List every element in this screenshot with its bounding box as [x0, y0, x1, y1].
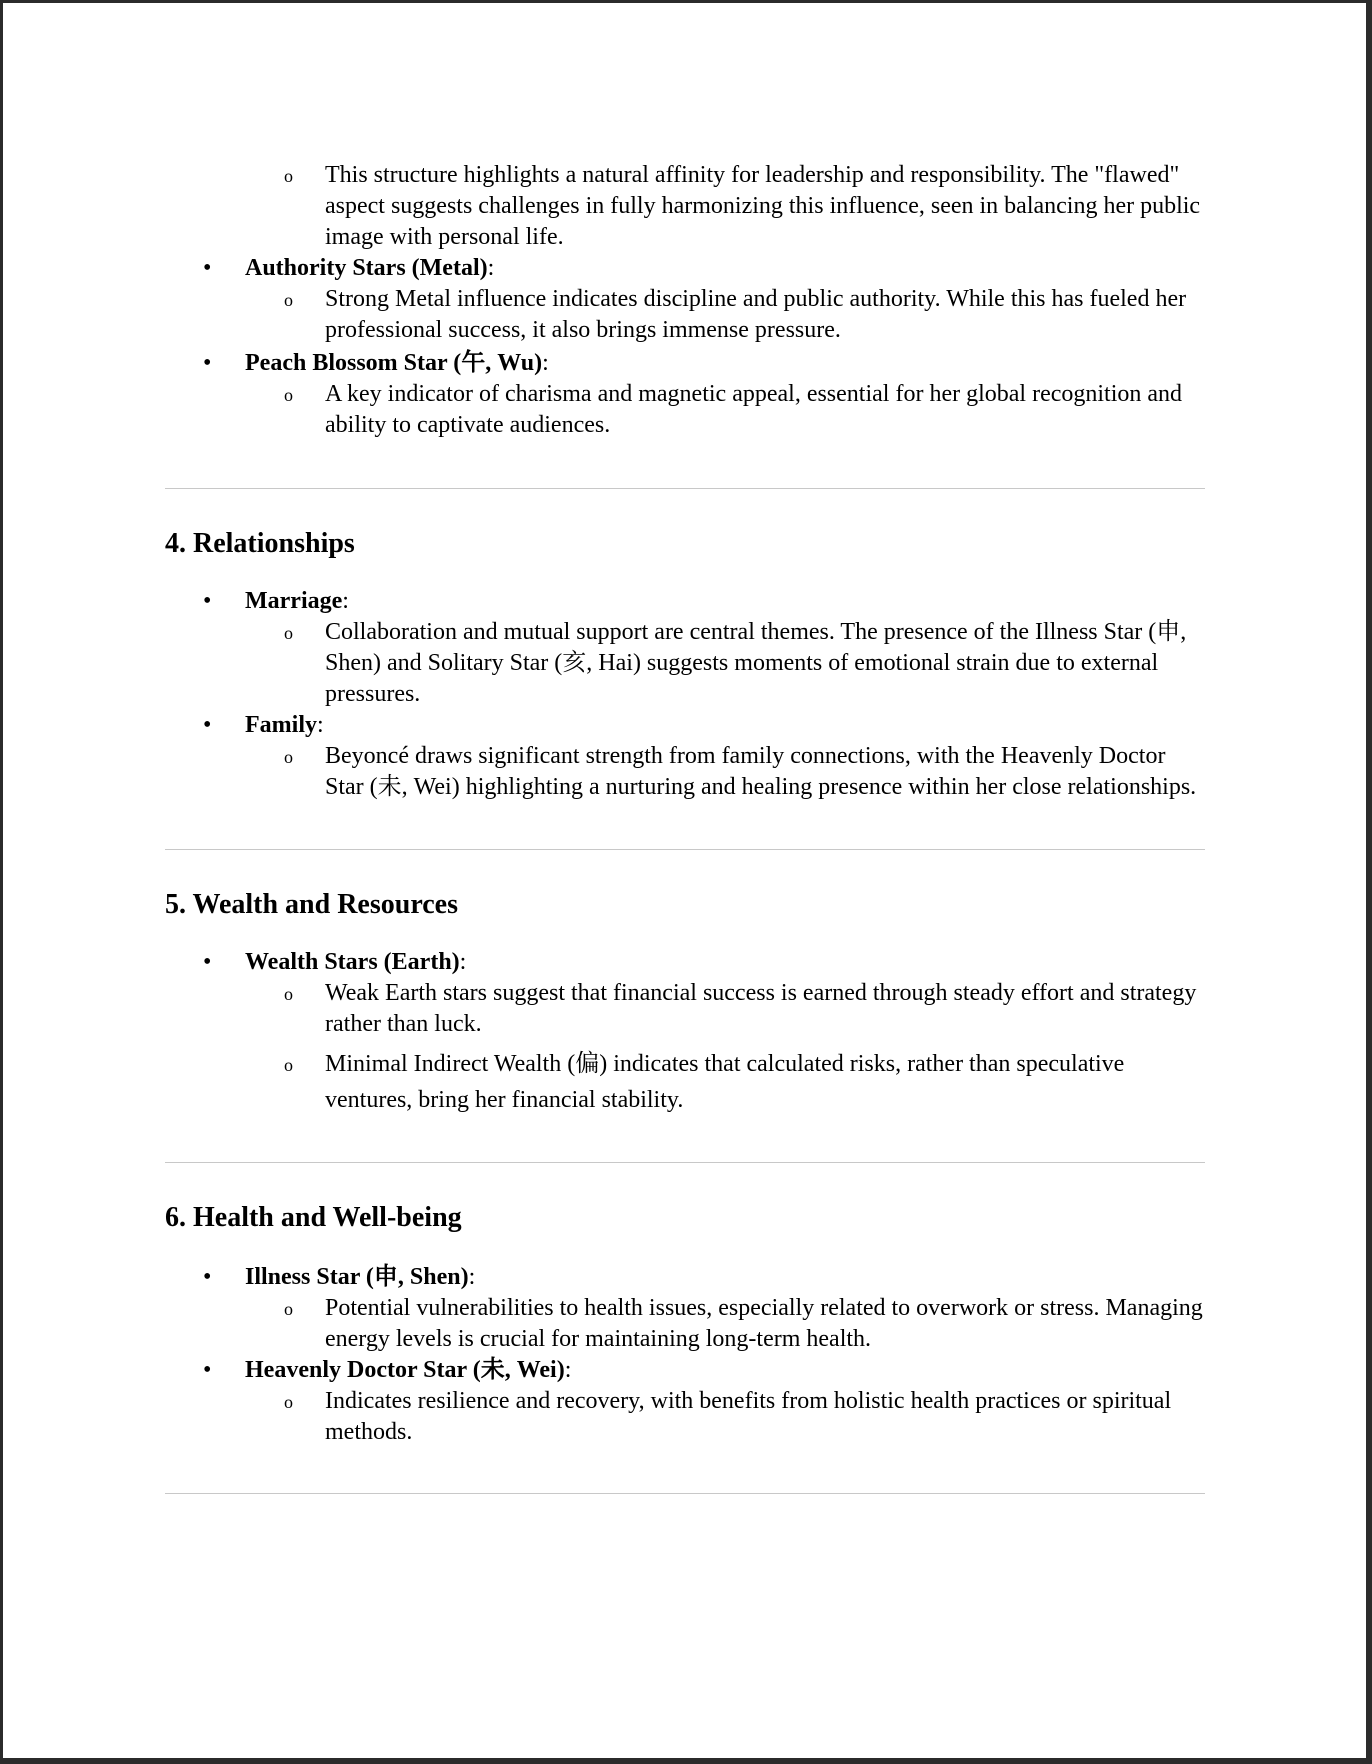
wealth-list	[165, 947, 1205, 1118]
sub-item-text: Weak Earth stars suggest that financial success is earned through steady effort and strategy rather than luck.	[325, 980, 1197, 1037]
bullet-item	[165, 253, 1205, 346]
colon: :	[468, 1264, 476, 1290]
sub-bullet-icon: o	[284, 623, 293, 643]
sub-list	[245, 284, 1205, 346]
sub-item-text: Indicates resilience and recovery, with benefits from holistic health practices or spiritual methods.	[325, 1388, 1172, 1445]
sub-list	[245, 741, 1205, 803]
sub-list	[245, 617, 1205, 710]
health-list	[165, 1262, 1205, 1448]
bullet-icon: •	[203, 1264, 212, 1290]
sub-bullet-icon: o	[284, 1299, 293, 1319]
colon: :	[487, 255, 495, 281]
sub-item-text: This structure highlights a natural affinity for leadership and responsibility. The "flawed" aspect suggests challenges in fully harmonizing this influence, seen in balancing her public image with personal life.	[325, 162, 1201, 250]
bullet-item	[165, 348, 1205, 441]
bullet-heading: Peach Blossom Star (午, Wu)	[245, 350, 543, 376]
sub-bullet-icon: o	[284, 166, 293, 186]
sub-list	[245, 978, 1205, 1118]
bullet-heading: Authority Stars (Metal)	[245, 255, 488, 281]
continued-item	[165, 160, 1205, 253]
section-title-wealth: 5. Wealth and Resources	[165, 889, 458, 920]
colon: :	[342, 588, 349, 614]
bullet-icon: •	[203, 350, 212, 376]
sub-bullet-icon: o	[284, 385, 293, 405]
sub-item-text: Beyoncé draws significant strength from family connections, with the Heavenly Doctor Star (未, Wei) highlighting a nurturing and healing presence within her close relationships.	[325, 743, 1197, 800]
sub-item	[165, 741, 1205, 803]
bullet-heading: Heavenly Doctor Star (未, Wei)	[245, 1357, 565, 1383]
bullet-icon: •	[203, 949, 212, 975]
sub-item-text: Collaboration and mutual support are central themes. The presence of the Illness Star (申, Shen) and Solitary Star (亥, Hai) suggests moments of emotional strain due to external pressures.	[325, 619, 1187, 707]
section-divider	[165, 488, 1205, 489]
colon: :	[542, 350, 549, 376]
sub-item	[165, 1386, 1205, 1448]
sub-item-text: A key indicator of charisma and magnetic appeal, essential for her global recognition and ability to captivate audiences.	[325, 381, 1183, 438]
sub-item	[165, 284, 1205, 346]
bullet-icon: •	[203, 255, 212, 281]
sub-item	[165, 978, 1205, 1040]
sub-list	[245, 1386, 1205, 1448]
bullet-item	[165, 1262, 1205, 1355]
document-body	[165, 160, 1205, 1494]
colon: :	[317, 712, 324, 738]
bullet-item	[165, 710, 1205, 803]
bullet-heading: Illness Star (申, Shen)	[245, 1264, 469, 1290]
sub-item	[165, 160, 1205, 253]
sub-item	[165, 1293, 1205, 1355]
sub-item	[165, 1046, 1205, 1118]
sub-bullet-icon: o	[284, 290, 293, 310]
sub-list	[245, 1293, 1205, 1355]
colon: :	[564, 1357, 572, 1383]
bullet-heading: Family	[245, 712, 317, 738]
bullet-item	[165, 947, 1205, 1118]
bullet-heading: Wealth Stars (Earth)	[245, 949, 460, 975]
sub-item-text: Strong Metal influence indicates discipline and public authority. While this has fueled her professional success, it also brings immense pressure.	[325, 286, 1187, 343]
sub-item	[165, 617, 1205, 710]
sub-list	[245, 160, 1205, 253]
sub-bullet-icon: o	[284, 1055, 293, 1075]
section-title-relationships: 4. Relationships	[165, 528, 355, 559]
bullet-icon: •	[203, 588, 212, 614]
section-title-health: 6. Health and Well-being	[165, 1202, 462, 1233]
section-divider	[165, 1493, 1205, 1494]
continued-list	[165, 160, 1205, 441]
bullet-icon: •	[203, 1357, 212, 1383]
section-divider	[165, 849, 1205, 850]
relationships-list	[165, 586, 1205, 803]
bullet-item	[165, 1355, 1205, 1448]
bullet-heading: Marriage	[245, 588, 343, 614]
sub-bullet-icon: o	[284, 984, 293, 1004]
sub-item	[165, 379, 1205, 441]
sub-bullet-icon: o	[284, 1392, 293, 1412]
colon: :	[459, 949, 467, 975]
bullet-icon: •	[203, 712, 212, 738]
bullet-item	[165, 586, 1205, 710]
sub-item-text: Potential vulnerabilities to health issues, especially related to overwork or stress. Managing energy levels is crucial for maintaining long-term health.	[325, 1295, 1203, 1352]
sub-list	[245, 379, 1205, 441]
sub-item-text: Minimal Indirect Wealth (偏) indicates that calculated risks, rather than speculative ventures, bring her financial stability.	[325, 1051, 1125, 1113]
section-divider	[165, 1162, 1205, 1163]
sub-bullet-icon: o	[284, 747, 293, 767]
